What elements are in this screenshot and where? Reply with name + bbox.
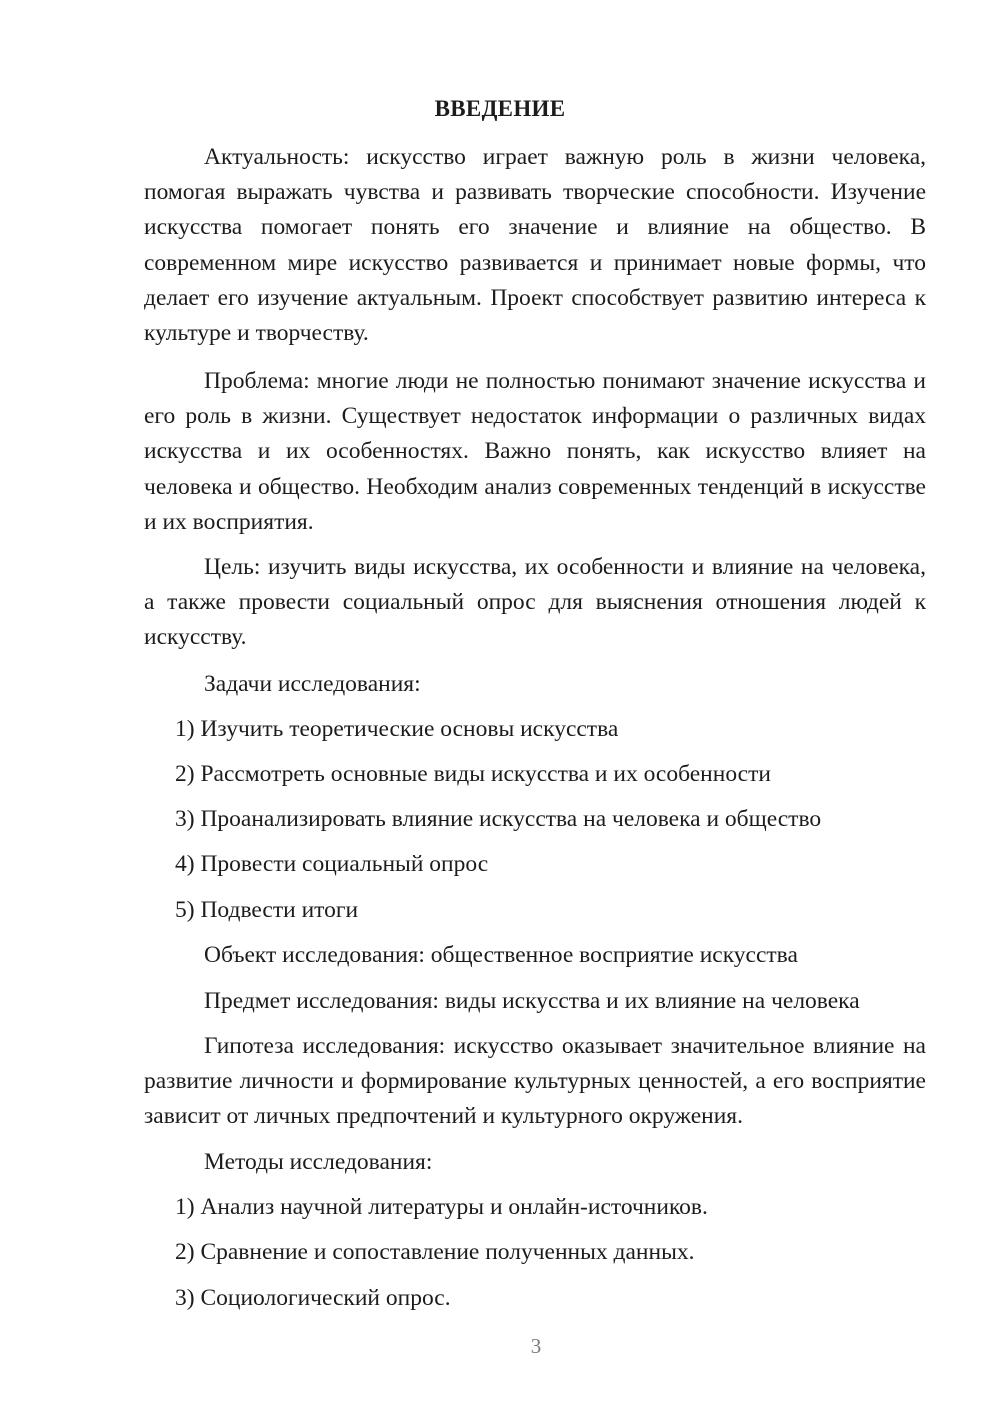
task-item-2: 2) Рассмотреть основные виды искусства и их особенности [175,761,771,787]
method-item-3: 3) Социологический опрос. [175,1285,451,1311]
task-item-1: 1) Изучить теоретические основы искусства [175,716,619,742]
problem-paragraph: Проблема: многие люди не полностью понимают значение искусства и его роль в жизни. Существует недостаток информации о различных видах искусства и их особенностях. Важно понять, как искусство влияет на человека и общество. Необходим анализ современных тенденций в искусстве и их восприятия. [144,368,926,535]
hypothesis-paragraph: Гипотеза исследования: искусство оказывает значительное влияние на развитие личности и формирование культурных ценностей, а его восприятие зависит от личных предпочтений и культурного окружения. [144,1033,926,1130]
tasks-heading: Задачи исследования: [204,671,421,697]
methods-heading: Методы исследования: [204,1149,433,1175]
page-number: 3 [530,1334,542,1358]
task-item-5: 5) Подвести итоги [175,897,359,923]
relevance-paragraph: Актуальность: искусство играет важную роль в жизни человека, помогая выражать чувства и развивать творческие способности. Изучение искусства помогает понять его значение и влияние на общество. В современном мире искусство развивается и принимает новые формы, что делает его изучение актуальным. Проект способствует развитию интереса к культуре и творчеству. [144,144,926,347]
method-item-1: 1) Анализ научной литературы и онлайн-источников. [175,1194,708,1220]
task-item-3: 3) Проанализировать влияние искусства на человека и общество [175,806,822,832]
task-item-4: 4) Провести социальный опрос [175,851,489,877]
page-title: ВВЕДЕНИЕ [434,96,566,121]
research-subject: Предмет исследования: виды искусства и их влияние на человека [204,988,860,1014]
method-item-2: 2) Сравнение и сопоставление полученных данных. [175,1239,695,1265]
research-object: Объект исследования: общественное восприятие искусства [204,942,798,968]
goal-paragraph: Цель: изучить виды искусства, их особенности и влияние на человека, а также провести социальный опрос для выяснения отношения людей к искусству. [144,554,926,651]
